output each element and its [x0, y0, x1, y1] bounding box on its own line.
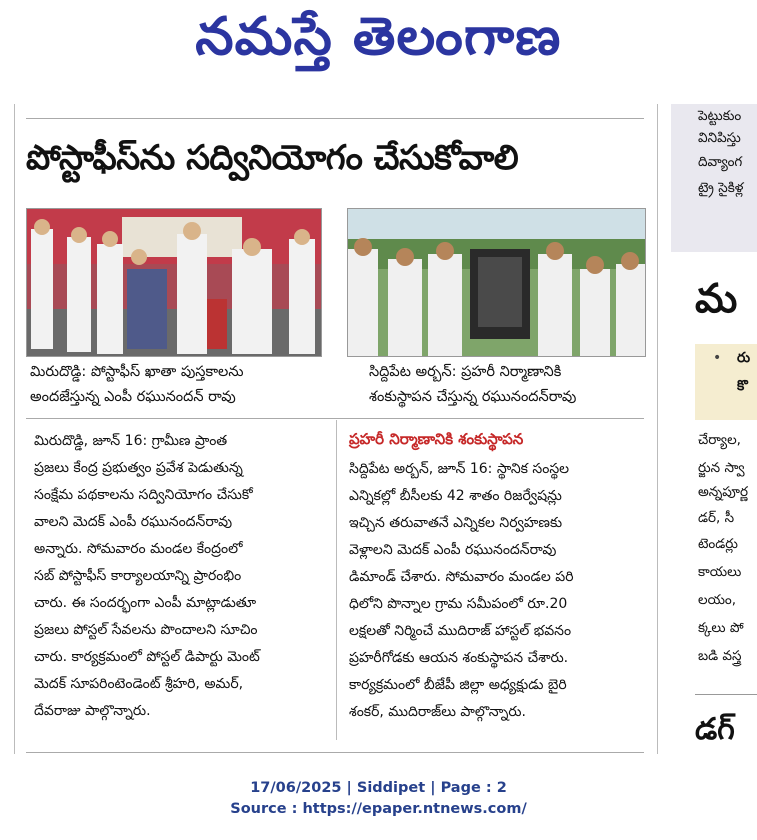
bullet-icon: • — [713, 350, 722, 366]
story-line: మెదక్ సూపరింటెండెంట్ శ్రీహరి, అమర్, — [34, 676, 244, 692]
highlight-box — [695, 344, 757, 420]
page-footer — [0, 778, 757, 820]
story-line: వాలని మెదక్ ఎంపీ రఘునందన్‌రావు — [34, 514, 233, 530]
story-line: అన్నారు. సోమవారం మండల కేంద్రంలో — [34, 541, 243, 557]
story-line: ప్రజలు పోస్టల్ సేవలను పొందాలని సూచిం — [34, 622, 258, 638]
caption-line: సిద్దిపేట అర్బన్: ప్రహరీ నిర్మాణానికి — [369, 364, 562, 380]
story-line: చారు. ఈ సందర్భంగా ఎంపీ మాట్లాడుతూ — [34, 595, 257, 611]
photo-post-office-event — [26, 208, 322, 357]
cutoff-heading: మ — [695, 276, 738, 322]
column-line: ర్జున స్వా — [698, 460, 745, 476]
story-subheading: ప్రహరీ నిర్మాణానికి శంకుస్థాపన — [349, 430, 524, 448]
story-siddipet — [349, 456, 574, 726]
story-line: ఎన్నికల్లో బీసీలకు 42 శాతం రిజర్వేషన్లు — [349, 488, 562, 504]
box-line: కొ — [737, 378, 748, 394]
sidebar-line: దివ్యాంగ — [698, 154, 743, 170]
caption-line: మిరుదొడ్డి: పోస్టాఫీస్ ఖాతా పుస్తకాలను — [30, 364, 244, 380]
column-divider — [657, 104, 658, 754]
divider — [695, 694, 757, 695]
story-line: లక్షలతో నిర్మించే ముదిరాజ్ హాస్టల్ భవనం — [349, 623, 572, 639]
story-mirudoddi — [34, 428, 260, 725]
story-line: మిరుదొడ్డి, జూన్ 16: గ్రామీణ ప్రాంత — [34, 433, 228, 449]
story-line: దేవరాజు పాల్గొన్నారు. — [34, 703, 151, 719]
story-divider — [336, 420, 337, 740]
sidebar-line: ట్రై సైకిళ్ల — [698, 180, 744, 196]
bottom-rule — [26, 752, 644, 753]
story-line: కార్యక్రమంలో బీజేపీ జిల్లా అధ్యక్షుడు బైరి — [349, 677, 567, 693]
caption-line: శంకుస్థాపన చేస్తున్న రఘునందన్‌రావు — [369, 389, 577, 405]
story-line: డిమాండ్ చేశారు. సోమవారం మండల పరి — [349, 569, 574, 585]
column-line: అన్నపూర్ణ — [698, 484, 748, 500]
column-line: లయం, — [698, 592, 737, 608]
left-border — [14, 104, 15, 754]
story-line: ఇచ్చిన తరువాతనే ఎన్నికల నిర్వహణకు — [349, 515, 563, 531]
story-line: ధిలోని పొన్నాల గ్రామ సమీపంలో రూ.20 — [349, 596, 568, 612]
left-photo-caption — [30, 360, 244, 410]
column-line: చేర్యాల, — [698, 432, 741, 448]
story-line: ప్రజలు కేంద్ర ప్రభుత్వం ప్రవేశ పెడుతున్న — [34, 460, 243, 476]
photo-foundation-stone — [347, 208, 646, 357]
column-line: క్కలు పో — [698, 620, 744, 636]
story-line: చారు. కార్యక్రమంలో పోస్టల్ డిపార్టు మెంట్ — [34, 649, 260, 665]
top-rule — [26, 118, 644, 119]
right-photo-caption — [369, 360, 576, 410]
box-line: రు — [737, 350, 751, 366]
column-line: బడి వస్త్ర — [698, 648, 742, 664]
story-line: సంక్షేమ పథకాలను సద్వినియోగం చేసుకో — [34, 487, 253, 503]
story-line: ప్రహరీగోడకు ఆయన శంకుస్థాపన చేశారు. — [349, 650, 569, 666]
adjacent-column — [671, 104, 757, 754]
story-line: వెళ్లాలని మెదక్ ఎంపీ రఘునందన్‌రావు — [349, 542, 557, 558]
caption-line: అందజేస్తున్న ఎంపీ రఘునందన్ రావు — [30, 389, 236, 405]
cutoff-heading: డగ్ — [695, 712, 735, 747]
story-line: సిద్దిపేట అర్బన్, జూన్ 16: స్థానిక సంస్థల — [349, 461, 570, 477]
column-line: డర్, సీ — [698, 510, 735, 526]
source-link[interactable]: Source : https://epaper.ntnews.com/ — [230, 801, 527, 817]
column-line: టెండర్లు — [698, 536, 738, 552]
story-line: సబ్ పోస్టాఫీస్ కార్యాలయాన్ని ప్రారంభిం — [34, 568, 242, 584]
sidebar-line: వినిపిస్తు — [698, 130, 741, 146]
caption-rule — [26, 418, 644, 419]
article-headline: పోస్టాఫీస్‌ను సద్వినియోగం చేసుకోవాలి — [26, 138, 519, 178]
sidebar-line: పెట్టుకుం — [698, 108, 742, 124]
column-line: కాయలు — [698, 564, 742, 580]
story-line: శంకర్, ముదిరాజ్‌లు పాల్గొన్నారు. — [349, 704, 526, 720]
newspaper-logo: నమస్తే తెలంగాణ — [195, 6, 562, 67]
edition-info: 17/06/2025 | Siddipet | Page : 2 — [250, 780, 507, 796]
masthead — [0, 0, 757, 86]
